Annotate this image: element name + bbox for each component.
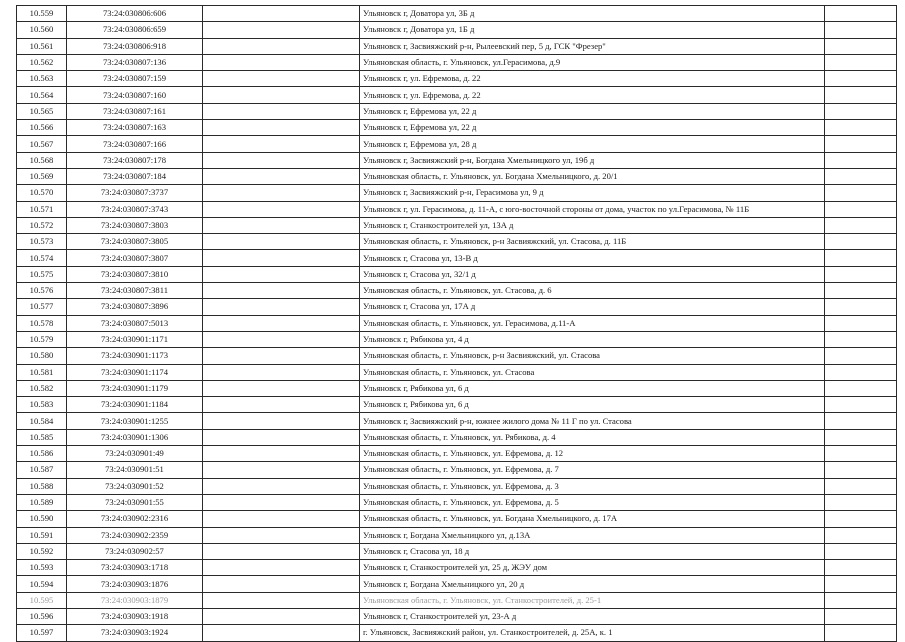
table-row: [17, 380, 897, 396]
blank-cell: [203, 608, 360, 624]
cadastral-number: 73:24:030902:2359: [67, 527, 203, 543]
table-row: [17, 429, 897, 445]
cadastral-number: 73:24:030807:3810: [67, 266, 203, 282]
address-cell: Ульяновск г, Стасова ул, 32/1 д: [360, 266, 825, 282]
table-row: [17, 478, 897, 494]
table-row: [17, 136, 897, 152]
blank-cell: [825, 120, 897, 136]
table-row: [17, 217, 897, 233]
address-cell: Ульяновская область, г. Ульяновск, ул. Ефремова, д. 12: [360, 446, 825, 462]
blank-cell: [825, 22, 897, 38]
table-row: [17, 168, 897, 184]
table-row: [17, 250, 897, 266]
blank-cell: [203, 201, 360, 217]
blank-cell: [825, 103, 897, 119]
address-cell: Ульяновск г, Засвияжский р-н, Герасимова ул, 9 д: [360, 185, 825, 201]
row-number: 10.568: [17, 152, 67, 168]
table-row: [17, 234, 897, 250]
cadastral-number: 73:24:030903:1924: [67, 625, 203, 641]
address-cell: Ульяновская область, г. Ульяновск, ул. Ефремова, д. 5: [360, 494, 825, 510]
table-row: [17, 201, 897, 217]
blank-cell: [203, 560, 360, 576]
row-number: 10.593: [17, 560, 67, 576]
cadastral-number: 73:24:030901:1255: [67, 413, 203, 429]
blank-cell: [825, 576, 897, 592]
cadastral-number: 73:24:030807:3896: [67, 299, 203, 315]
blank-cell: [825, 511, 897, 527]
blank-cell: [203, 120, 360, 136]
table-row: [17, 494, 897, 510]
cadastral-number: 73:24:030807:3807: [67, 250, 203, 266]
table-row: [17, 266, 897, 282]
blank-cell: [825, 543, 897, 559]
address-cell: Ульяновск г, Стасова ул, 17А д: [360, 299, 825, 315]
row-number: 10.594: [17, 576, 67, 592]
blank-cell: [203, 592, 360, 608]
cadastral-number: 73:24:030807:136: [67, 54, 203, 70]
cadastral-number: 73:24:030902:57: [67, 543, 203, 559]
row-number: 10.567: [17, 136, 67, 152]
blank-cell: [825, 234, 897, 250]
table-row: [17, 511, 897, 527]
row-number: 10.584: [17, 413, 67, 429]
address-cell: г. Ульяновск, Засвияжский район, ул. Станкостроителей, д. 25А, к. 1: [360, 625, 825, 641]
blank-cell: [825, 250, 897, 266]
address-cell: Ульяновская область, г. Ульяновск, ул. Стасова: [360, 364, 825, 380]
cadastral-number: 73:24:030807:160: [67, 87, 203, 103]
blank-cell: [203, 38, 360, 54]
table-row: [17, 38, 897, 54]
blank-cell: [203, 299, 360, 315]
blank-cell: [825, 152, 897, 168]
registry-rows: [17, 6, 897, 642]
blank-cell: [825, 87, 897, 103]
address-cell: Ульяновск г, Ефремова ул, 22 д: [360, 103, 825, 119]
address-cell: Ульяновск г, ул. Ефремова, д. 22: [360, 87, 825, 103]
blank-cell: [203, 54, 360, 70]
blank-cell: [203, 462, 360, 478]
address-cell: Ульяновск г, Засвияжский р-н, южнее жилого дома № 11 Г по ул. Стасова: [360, 413, 825, 429]
row-number: 10.563: [17, 71, 67, 87]
blank-cell: [203, 331, 360, 347]
address-cell: Ульяновск г, Станкостроителей ул, 23-А д: [360, 608, 825, 624]
cadastral-number: 73:24:030901:1179: [67, 380, 203, 396]
cadastral-number: 73:24:030807:3737: [67, 185, 203, 201]
row-number: 10.566: [17, 120, 67, 136]
blank-cell: [203, 152, 360, 168]
address-cell: Ульяновская область, г. Ульяновск, ул.Герасимова, д.9: [360, 54, 825, 70]
blank-cell: [825, 429, 897, 445]
address-cell: Ульяновск г, Богдана Хмельницкого ул, д.13А: [360, 527, 825, 543]
address-cell: Ульяновская область, г. Ульяновск, ул. Богдана Хмельницкого, д. 20/1: [360, 168, 825, 184]
row-number: 10.583: [17, 397, 67, 413]
cadastral-number: 73:24:030901:1306: [67, 429, 203, 445]
blank-cell: [825, 397, 897, 413]
address-cell: Ульяновск г, Доватора ул, 1Б д: [360, 22, 825, 38]
blank-cell: [825, 527, 897, 543]
cadastral-number: 73:24:030807:3803: [67, 217, 203, 233]
blank-cell: [825, 380, 897, 396]
cadastral-number: 73:24:030806:606: [67, 6, 203, 22]
address-cell: Ульяновск г, Стасова ул, 13-В д: [360, 250, 825, 266]
address-cell: Ульяновская область, г. Ульяновск, ул. Рябикова, д. 4: [360, 429, 825, 445]
cadastral-number: 73:24:030901:52: [67, 478, 203, 494]
table-row: [17, 6, 897, 22]
cadastral-number: 73:24:030807:161: [67, 103, 203, 119]
address-cell: Ульяновск г, Ефремова ул, 28 д: [360, 136, 825, 152]
blank-cell: [203, 511, 360, 527]
blank-cell: [203, 413, 360, 429]
blank-cell: [825, 54, 897, 70]
row-number: 10.591: [17, 527, 67, 543]
address-cell: Ульяновск г, Доватора ул, 3Б д: [360, 6, 825, 22]
blank-cell: [203, 348, 360, 364]
blank-cell: [203, 217, 360, 233]
blank-cell: [825, 185, 897, 201]
blank-cell: [825, 38, 897, 54]
address-cell: Ульяновск г, Рябикова ул, 6 д: [360, 397, 825, 413]
table-row: [17, 560, 897, 576]
cadastral-number: 73:24:030903:1876: [67, 576, 203, 592]
blank-cell: [825, 266, 897, 282]
blank-cell: [203, 478, 360, 494]
row-number: 10.564: [17, 87, 67, 103]
row-number: 10.574: [17, 250, 67, 266]
blank-cell: [203, 576, 360, 592]
row-number: 10.560: [17, 22, 67, 38]
row-number: 10.572: [17, 217, 67, 233]
row-number: 10.571: [17, 201, 67, 217]
table-row: [17, 592, 897, 608]
cadastral-number: 73:24:030807:3811: [67, 283, 203, 299]
address-cell: Ульяновск г, Рябикова ул, 6 д: [360, 380, 825, 396]
cadastral-number: 73:24:030806:659: [67, 22, 203, 38]
row-number: 10.575: [17, 266, 67, 282]
row-number: 10.589: [17, 494, 67, 510]
blank-cell: [825, 462, 897, 478]
blank-cell: [203, 185, 360, 201]
address-cell: Ульяновск г, Засвияжский р-н, Богдана Хмельницкого ул, 19б д: [360, 152, 825, 168]
blank-cell: [825, 136, 897, 152]
blank-cell: [825, 625, 897, 641]
blank-cell: [825, 217, 897, 233]
cadastral-number: 73:24:030807:184: [67, 168, 203, 184]
table-row: [17, 576, 897, 592]
address-cell: Ульяновск г, Засвияжский р-н, Рылеевский пер, 5 д, ГСК "Фрезер": [360, 38, 825, 54]
row-number: 10.590: [17, 511, 67, 527]
blank-cell: [203, 315, 360, 331]
table-row: [17, 446, 897, 462]
blank-cell: [203, 168, 360, 184]
table-row: [17, 397, 897, 413]
address-cell: Ульяновск г, Станкостроителей ул, 13А д: [360, 217, 825, 233]
blank-cell: [825, 283, 897, 299]
address-cell: Ульяновская область, г. Ульяновск, ул. Ефремова, д. 3: [360, 478, 825, 494]
blank-cell: [203, 494, 360, 510]
blank-cell: [203, 71, 360, 87]
blank-cell: [825, 592, 897, 608]
blank-cell: [203, 380, 360, 396]
cadastral-number: 73:24:030901:49: [67, 446, 203, 462]
blank-cell: [825, 494, 897, 510]
row-number: 10.576: [17, 283, 67, 299]
row-number: 10.582: [17, 380, 67, 396]
cadastral-number: 73:24:030807:166: [67, 136, 203, 152]
blank-cell: [203, 6, 360, 22]
table-row: [17, 331, 897, 347]
cadastral-number: 73:24:030901:55: [67, 494, 203, 510]
address-cell: Ульяновская область, г. Ульяновск, р-н Засвияжский, ул. Стасова: [360, 348, 825, 364]
table-row: [17, 527, 897, 543]
table-row: [17, 103, 897, 119]
blank-cell: [825, 348, 897, 364]
cadastral-number: 73:24:030806:918: [67, 38, 203, 54]
row-number: 10.597: [17, 625, 67, 641]
table-row: [17, 348, 897, 364]
cadastral-number: 73:24:030903:1879: [67, 592, 203, 608]
table-row: [17, 413, 897, 429]
cadastral-number: 73:24:030807:178: [67, 152, 203, 168]
row-number: 10.588: [17, 478, 67, 494]
blank-cell: [825, 168, 897, 184]
cadastral-number: 73:24:030901:1171: [67, 331, 203, 347]
address-cell: Ульяновская область, г. Ульяновск, ул. Ефремова, д. 7: [360, 462, 825, 478]
row-number: 10.581: [17, 364, 67, 380]
blank-cell: [203, 103, 360, 119]
address-cell: Ульяновская область, г. Ульяновск, ул. Стасова, д. 6: [360, 283, 825, 299]
blank-cell: [203, 234, 360, 250]
registry-table: [16, 5, 897, 642]
cadastral-number: 73:24:030807:3805: [67, 234, 203, 250]
cadastral-number: 73:24:030807:159: [67, 71, 203, 87]
row-number: 10.595: [17, 592, 67, 608]
row-number: 10.592: [17, 543, 67, 559]
blank-cell: [203, 527, 360, 543]
address-cell: Ульяновск г, Станкостроителей ул, 25 д, ЖЭУ дом: [360, 560, 825, 576]
row-number: 10.579: [17, 331, 67, 347]
blank-cell: [825, 560, 897, 576]
table-row: [17, 152, 897, 168]
blank-cell: [203, 364, 360, 380]
cadastral-number: 73:24:030901:51: [67, 462, 203, 478]
table-row: [17, 462, 897, 478]
blank-cell: [203, 266, 360, 282]
table-row: [17, 22, 897, 38]
cadastral-number: 73:24:030902:2316: [67, 511, 203, 527]
row-number: 10.586: [17, 446, 67, 462]
row-number: 10.559: [17, 6, 67, 22]
blank-cell: [203, 250, 360, 266]
table-row: [17, 283, 897, 299]
blank-cell: [203, 397, 360, 413]
cadastral-number: 73:24:030903:1718: [67, 560, 203, 576]
address-cell: Ульяновск г, Богдана Хмельницкого ул, 20 д: [360, 576, 825, 592]
cadastral-number: 73:24:030903:1918: [67, 608, 203, 624]
address-cell: Ульяновск г, ул. Герасимова, д. 11-А, с юго-восточной стороны от дома, участок по ул.Герасимова, № 11Б: [360, 201, 825, 217]
row-number: 10.570: [17, 185, 67, 201]
address-cell: Ульяновск г, Стасова ул, 18 д: [360, 543, 825, 559]
cadastral-number: 73:24:030901:1173: [67, 348, 203, 364]
blank-cell: [203, 446, 360, 462]
blank-cell: [825, 413, 897, 429]
cadastral-number: 73:24:030807:163: [67, 120, 203, 136]
row-number: 10.562: [17, 54, 67, 70]
address-cell: Ульяновск г, Рябикова ул, 4 д: [360, 331, 825, 347]
blank-cell: [825, 446, 897, 462]
row-number: 10.585: [17, 429, 67, 445]
blank-cell: [825, 364, 897, 380]
table-row: [17, 87, 897, 103]
blank-cell: [203, 543, 360, 559]
cadastral-number: 73:24:030901:1184: [67, 397, 203, 413]
blank-cell: [203, 87, 360, 103]
address-cell: Ульяновская область, г. Ульяновск, р-н Засвияжский, ул. Стасова, д. 11Б: [360, 234, 825, 250]
address-cell: Ульяновск г, Ефремова ул, 22 д: [360, 120, 825, 136]
blank-cell: [825, 608, 897, 624]
table-row: [17, 71, 897, 87]
cadastral-number: 73:24:030807:3743: [67, 201, 203, 217]
address-cell: Ульяновская область, г. Ульяновск, ул. Станкостроителей, д. 25-1: [360, 592, 825, 608]
cadastral-number: 73:24:030901:1174: [67, 364, 203, 380]
row-number: 10.578: [17, 315, 67, 331]
row-number: 10.577: [17, 299, 67, 315]
blank-cell: [825, 331, 897, 347]
blank-cell: [825, 315, 897, 331]
blank-cell: [825, 299, 897, 315]
cadastral-number: 73:24:030807:5013: [67, 315, 203, 331]
table-row: [17, 185, 897, 201]
table-row: [17, 54, 897, 70]
row-number: 10.565: [17, 103, 67, 119]
table-row: [17, 299, 897, 315]
table-row: [17, 625, 897, 641]
address-cell: Ульяновская область, г. Ульяновск, ул. Богдана Хмельницкого, д. 17А: [360, 511, 825, 527]
blank-cell: [825, 6, 897, 22]
blank-cell: [203, 429, 360, 445]
blank-cell: [203, 625, 360, 641]
blank-cell: [203, 136, 360, 152]
table-row: [17, 364, 897, 380]
table-row: [17, 120, 897, 136]
row-number: 10.580: [17, 348, 67, 364]
blank-cell: [203, 283, 360, 299]
blank-cell: [825, 478, 897, 494]
table-row: [17, 608, 897, 624]
row-number: 10.561: [17, 38, 67, 54]
address-cell: Ульяновск г, ул. Ефремова, д. 22: [360, 71, 825, 87]
table-row: [17, 315, 897, 331]
address-cell: Ульяновская область, г. Ульяновск, ул. Герасимова, д.11-А: [360, 315, 825, 331]
row-number: 10.596: [17, 608, 67, 624]
row-number: 10.587: [17, 462, 67, 478]
blank-cell: [825, 71, 897, 87]
blank-cell: [825, 201, 897, 217]
row-number: 10.569: [17, 168, 67, 184]
row-number: 10.573: [17, 234, 67, 250]
blank-cell: [203, 22, 360, 38]
table-row: [17, 543, 897, 559]
